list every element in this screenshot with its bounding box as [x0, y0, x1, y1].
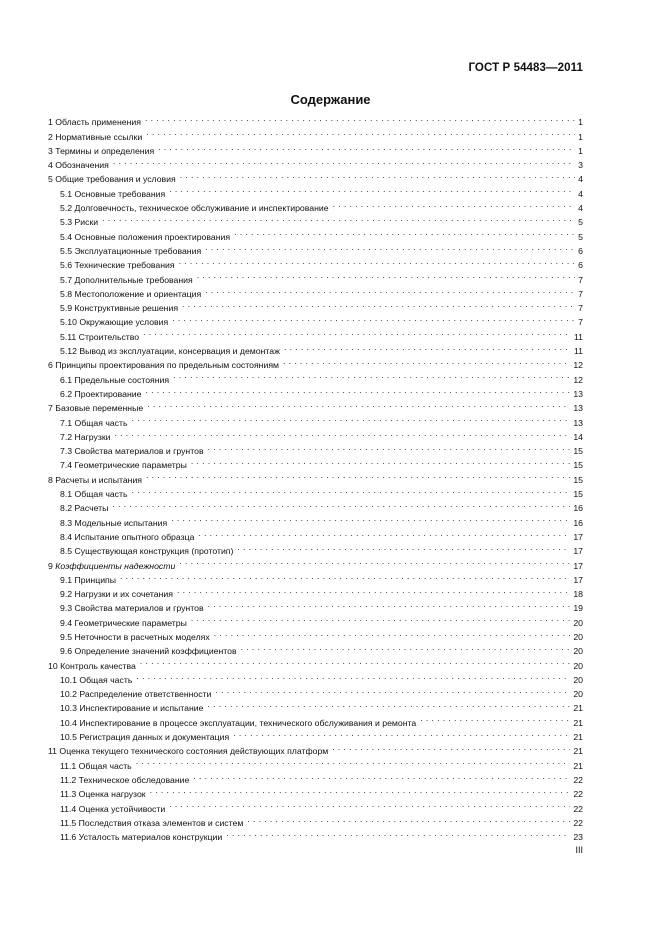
dot-leader	[195, 268, 575, 282]
toc-entry-page: 21	[573, 703, 583, 714]
toc-entry[interactable]	[48, 583, 583, 600]
toc-entry-text: 9.1 Принципы	[60, 574, 116, 585]
toc-entry-page: 21	[573, 732, 583, 743]
dot-leader	[178, 168, 575, 182]
toc-entry-text: 9.2 Нагрузки и их сочетания	[60, 589, 173, 600]
page-number: III	[575, 845, 583, 855]
toc-entry-page: 12	[573, 360, 583, 371]
toc-entry[interactable]	[48, 154, 583, 171]
toc-entry-text: 7.1 Общая часть	[60, 417, 128, 428]
toc-entry-page: 22	[573, 774, 583, 785]
dot-leader	[148, 783, 571, 797]
toc-entry-text: 11.2 Техническое обследование	[60, 774, 190, 785]
dot-leader	[144, 125, 575, 139]
toc-entry-page: 17	[573, 546, 583, 557]
toc-entry-italic-title: Коэффициенты надежности	[55, 560, 176, 571]
toc-entry-text: 10.5 Регистрация данных и документация	[60, 732, 230, 743]
toc-entry-page: 21	[573, 746, 583, 757]
dot-leader	[167, 797, 570, 811]
toc-entry-page: 12	[573, 374, 583, 385]
toc-entry-text: 5.10 Окружающие условия	[60, 317, 169, 328]
toc-entry-page: 7	[578, 317, 583, 328]
toc-entry-text: 5.1 Основные требования	[60, 188, 166, 199]
dot-leader	[231, 726, 570, 740]
dot-leader	[134, 754, 571, 768]
toc-entry-page: 22	[573, 789, 583, 800]
dot-leader	[245, 812, 570, 826]
toc-entry-text: 11.5 Последствия отказа элементов и систем	[60, 817, 244, 828]
toc-entry-text: 5 Общие требования и условия	[48, 174, 176, 185]
toc-entry-text: 7.3 Свойства материалов и грунтов	[60, 446, 204, 457]
toc-entry-text: 5.8 Местоположение и ориентация	[60, 288, 202, 299]
toc-entry-text: 10.2 Распределение ответственности	[60, 689, 212, 700]
dot-leader	[177, 254, 576, 268]
toc-entry-text: 5.7 Дополнительные требования	[60, 274, 193, 285]
toc-entry-text: 4 Обозначения	[48, 160, 109, 171]
dot-leader	[171, 368, 570, 382]
toc-entry-text: 8.2 Расчеты	[60, 503, 109, 514]
toc-entry-text: 9.5 Неточности в расчетных моделях	[60, 631, 210, 642]
toc-entry-label	[60, 430, 112, 444]
toc-entry-label	[60, 573, 118, 587]
toc-entry-page: 5	[578, 217, 583, 228]
toc-entry-text: 2 Нормативные ссылки	[48, 131, 143, 142]
toc-entry-label	[48, 130, 144, 144]
toc-entry-page: 22	[573, 817, 583, 828]
toc-entry-text: 7.2 Нагрузки	[60, 431, 111, 442]
dot-leader	[112, 426, 570, 440]
table-of-contents	[48, 111, 583, 843]
dot-leader	[110, 497, 570, 511]
toc-entry-label	[60, 387, 143, 401]
toc-entry-label	[60, 616, 189, 630]
toc-entry-text: 5.12 Вывод из эксплуатации, консервация и демонтаж	[60, 346, 280, 357]
toc-entry-text: 1 Область применения	[48, 117, 141, 128]
toc-title: Содержание	[290, 92, 371, 107]
toc-entry-text: 10.1 Общая часть	[60, 674, 133, 685]
toc-entry-text: 11 Оценка текущего технического состояния действующих платформ	[48, 746, 329, 757]
toc-entry-page: 21	[573, 760, 583, 771]
toc-entry-label	[60, 344, 282, 358]
toc-entry-text: 9	[48, 560, 56, 571]
toc-entry-label	[60, 687, 213, 701]
dot-leader	[189, 611, 571, 625]
toc-entry-text: 5.2 Долговечность, техническое обслуживание и инспектирование	[60, 203, 329, 214]
dot-leader	[191, 769, 570, 783]
toc-entry-page: 22	[573, 803, 583, 814]
dot-leader	[156, 140, 575, 154]
dot-leader	[232, 225, 575, 239]
toc-entry-text: 11.1 Общая часть	[60, 760, 132, 771]
toc-entry-label	[60, 830, 224, 844]
toc-entry[interactable]	[48, 211, 583, 228]
dot-leader	[130, 483, 571, 497]
toc-entry-text: 5.3 Риски	[60, 217, 99, 228]
toc-entry[interactable]	[48, 511, 583, 528]
dot-leader	[418, 711, 570, 725]
toc-entry-page: 1	[578, 145, 583, 156]
toc-entry-page: 5	[578, 231, 583, 242]
toc-entry-text: 10 Контроль качества	[48, 660, 136, 671]
dot-leader	[331, 197, 576, 211]
dot-leader	[330, 740, 570, 754]
toc-entry-page: 17	[573, 560, 583, 571]
dot-leader	[134, 669, 570, 683]
toc-entry-label	[60, 701, 206, 715]
toc-entry-label	[48, 659, 138, 673]
toc-entry-page: 1	[578, 117, 583, 128]
toc-entry-text: 10.3 Инспектирование и испытание	[60, 703, 204, 714]
toc-entry-page: 15	[573, 489, 583, 500]
toc-entry-label	[60, 530, 196, 544]
toc-entry-text: 9.3 Свойства материалов и грунтов	[60, 603, 204, 614]
toc-entry-page: 17	[573, 531, 583, 542]
toc-entry-page: 13	[573, 417, 583, 428]
toc-entry-text: 5.4 Основные положения проектирования	[60, 231, 231, 242]
toc-entry-label	[60, 258, 177, 272]
toc-entry-label	[60, 759, 134, 773]
dot-leader	[111, 154, 575, 168]
toc-entry-text: 8 Расчеты и испытания	[48, 474, 143, 485]
dot-leader	[189, 454, 571, 468]
toc-entry-label	[60, 802, 167, 816]
toc-entry-page: 1	[578, 131, 583, 142]
toc-entry-label	[60, 301, 180, 315]
toc-entry-label	[60, 601, 206, 615]
toc-entry-text: 10.4 Инспектирование в процессе эксплуатации, технического обслуживания и ремонта	[60, 717, 417, 728]
toc-entry-label	[60, 215, 100, 229]
toc-entry-text: 11.4 Оценка устойчивости	[60, 803, 166, 814]
toc-entry-label	[60, 630, 212, 644]
toc-entry-text: 8.3 Модельные испытания	[60, 517, 168, 528]
toc-entry-label	[60, 730, 231, 744]
toc-entry-page: 20	[573, 631, 583, 642]
toc-entry-page: 16	[573, 517, 583, 528]
toc-entry-label	[60, 787, 148, 801]
toc-entry-page: 15	[573, 446, 583, 457]
toc-entry-text: 6 Принципы проектирования по предельным состояниям	[48, 360, 279, 371]
toc-entry-page: 13	[573, 403, 583, 414]
toc-entry-text: 3 Термины и определения	[48, 145, 155, 156]
toc-entry-label	[60, 516, 169, 530]
toc-entry-page: 20	[573, 674, 583, 685]
toc-entry-label	[60, 330, 141, 344]
dot-leader	[206, 440, 571, 454]
toc-entry-text: 9.6 Определение значений коэффициентов	[60, 646, 237, 657]
dot-leader	[239, 640, 571, 654]
dot-leader	[144, 468, 570, 482]
toc-entry-page: 17	[573, 574, 583, 585]
toc-entry-page: 3	[578, 160, 583, 171]
toc-entry-label	[48, 115, 143, 129]
toc-entry-text: 5.5 Эксплуатационные требования	[60, 245, 202, 256]
dot-leader	[130, 411, 571, 425]
dot-leader	[213, 683, 570, 697]
toc-entry-page: 6	[578, 260, 583, 271]
toc-entry-page: 21	[573, 717, 583, 728]
document-code: ГОСТ Р 54483—2011	[468, 62, 583, 74]
dot-leader	[224, 826, 570, 840]
toc-entry-label	[48, 172, 178, 186]
toc-entry-page: 4	[578, 174, 583, 185]
toc-entry-text: 8.1 Общая часть	[60, 489, 128, 500]
dot-leader	[175, 583, 570, 597]
toc-entry-label	[60, 587, 175, 601]
dot-leader	[138, 654, 570, 668]
toc-entry-text: 11.6 Усталость материалов конструкции	[60, 832, 223, 843]
toc-entry-text: 5.9 Конструктивные решения	[60, 303, 179, 314]
toc-entry-page: 7	[578, 288, 583, 299]
toc-entry-page: 15	[573, 474, 583, 485]
toc-entry[interactable]	[48, 168, 583, 185]
dot-leader	[143, 111, 575, 125]
dot-leader	[169, 511, 570, 525]
toc-entry-page: 4	[578, 188, 583, 199]
dot-leader	[281, 354, 570, 368]
toc-entry-text: 6.1 Предельные состояния	[60, 374, 170, 385]
toc-entry-page: 15	[573, 460, 583, 471]
toc-entry-page: 20	[573, 646, 583, 657]
dot-leader	[180, 297, 575, 311]
dot-leader	[100, 211, 575, 225]
toc-entry-page: 23	[573, 832, 583, 843]
toc-entry-text: 9.4 Геометрические параметры	[60, 617, 187, 628]
dot-leader	[203, 283, 575, 297]
toc-entry-page: 6	[578, 245, 583, 256]
toc-entry[interactable]	[48, 440, 583, 457]
toc-entry-page: 14	[573, 431, 583, 442]
toc-entry-label	[48, 158, 111, 172]
toc-entry-page: 20	[573, 617, 583, 628]
toc-entry[interactable]	[48, 426, 583, 440]
toc-entry-page: 13	[573, 388, 583, 399]
dot-leader	[206, 697, 571, 711]
toc-entry-page: 16	[573, 503, 583, 514]
dot-leader	[170, 311, 575, 325]
dot-leader	[143, 383, 570, 397]
toc-entry-text: 11.3 Оценка нагрузок	[60, 789, 146, 800]
toc-entry-text: 5.11 Строительство	[60, 331, 140, 342]
toc-entry[interactable]	[48, 569, 583, 583]
toc-entry-text: 6.2 Проектирование	[60, 388, 142, 399]
dot-leader	[196, 526, 570, 540]
toc-entry-label	[60, 444, 206, 458]
toc-entry-text: 5.6 Технические требования	[60, 260, 175, 271]
toc-entry-page: 11	[573, 346, 583, 357]
dot-leader	[203, 240, 575, 254]
toc-entry-page: 11	[573, 331, 583, 342]
toc-entry-label	[60, 187, 167, 201]
dot-leader	[282, 340, 571, 354]
dot-leader	[212, 626, 571, 640]
toc-entry-text: 7 Базовые переменные	[48, 403, 144, 414]
dot-leader	[141, 325, 571, 339]
toc-entry-page: 4	[578, 203, 583, 214]
toc-entry[interactable]	[48, 111, 583, 128]
toc-entry[interactable]	[48, 225, 583, 242]
toc-entry[interactable]	[48, 497, 583, 514]
toc-entry-page: 7	[578, 303, 583, 314]
toc-entry-text: 7.4 Геометрические параметры	[60, 460, 187, 471]
toc-entry-page: 18	[573, 589, 583, 600]
toc-entry-label	[60, 273, 195, 287]
toc-entry-page: 20	[573, 689, 583, 700]
toc-entry-page: 7	[578, 274, 583, 285]
dot-leader	[145, 397, 570, 411]
toc-entry-label	[60, 816, 245, 830]
dot-leader	[235, 540, 570, 554]
toc-entry-label	[60, 501, 110, 515]
dot-leader	[118, 569, 570, 583]
toc-entry-page: 19	[573, 603, 583, 614]
dot-leader	[177, 554, 570, 568]
toc-entry-page: 20	[573, 660, 583, 671]
toc-entry-label	[60, 673, 134, 687]
dot-leader	[167, 182, 575, 196]
dot-leader	[206, 597, 571, 611]
toc-entry-text: 8.4 Испытание опытного образца	[60, 531, 195, 542]
toc-entry-text: 8.5 Существующая конструкция (прототип)	[60, 546, 234, 557]
